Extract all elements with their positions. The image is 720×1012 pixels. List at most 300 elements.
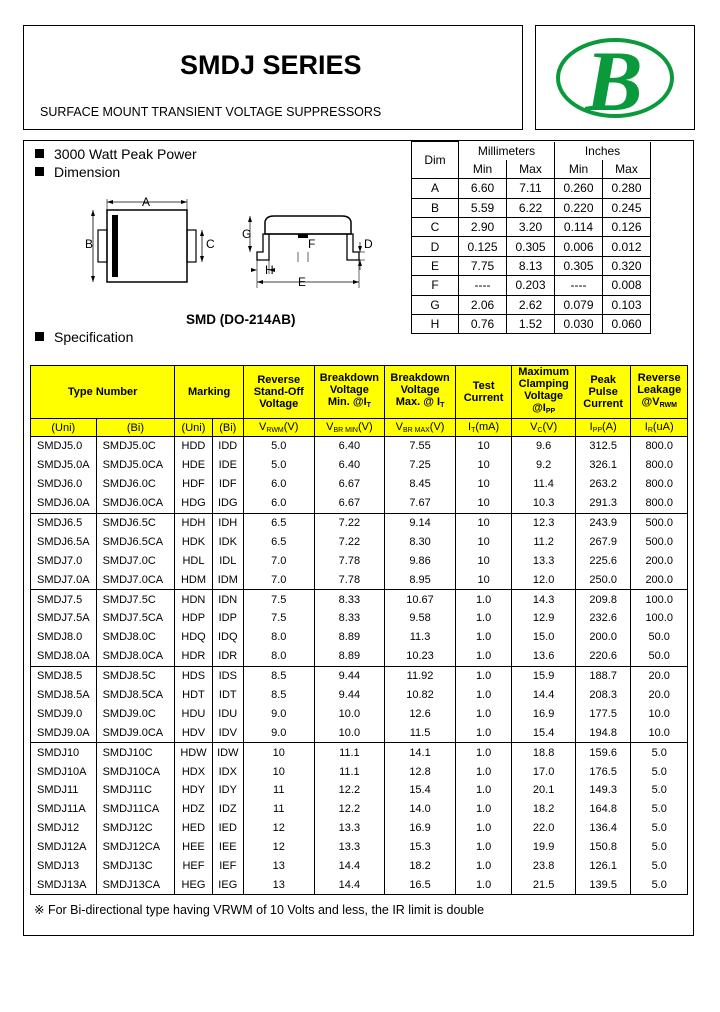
- spec-cell: SMDJ10A: [31, 762, 97, 781]
- spec-cell: 267.9: [575, 532, 631, 551]
- spec-cell: IDZ: [212, 800, 243, 819]
- spec-cell: 1.0: [455, 838, 512, 857]
- spec-cell: 13.3: [512, 551, 576, 570]
- spec-cell: 800.0: [631, 456, 688, 475]
- spec-cell: HDD: [175, 437, 212, 456]
- standoff-header: Reverse Stand-Off Voltage: [243, 366, 314, 419]
- spec-cell: 10: [243, 762, 314, 781]
- spec-cell: HDT: [175, 686, 212, 705]
- spec-cell: HED: [175, 819, 212, 838]
- page-subtitle: SURFACE MOUNT TRANSIENT VOLTAGE SUPPRESSORS: [40, 105, 382, 119]
- spec-cell: HDS: [175, 666, 212, 685]
- dim-letter-cell: A: [412, 179, 459, 198]
- spec-cell: 5.0: [631, 800, 688, 819]
- spec-cell: 188.7: [575, 666, 631, 685]
- dim-value-cell: 2.90: [459, 218, 507, 237]
- spec-cell: 12: [243, 838, 314, 857]
- footnote: ※ For Bi-directional type having VRWM of 10 Volts and less, the IR limit is double: [34, 903, 485, 917]
- spec-cell: HDN: [175, 590, 212, 609]
- spec-cell: HDQ: [175, 628, 212, 647]
- spec-cell: 100.0: [631, 590, 688, 609]
- dim-value-cell: 0.245: [603, 198, 651, 217]
- dim-row: [412, 237, 651, 256]
- spec-row: [31, 781, 688, 800]
- spec-cell: 15.0: [512, 628, 576, 647]
- spec-cell: 14.4: [512, 686, 576, 705]
- spec-cell: 10: [455, 475, 512, 494]
- spec-cell: 15.9: [512, 666, 576, 685]
- spec-cell: HDE: [175, 456, 212, 475]
- ir-subheader: $I_R(uA)$: [631, 419, 688, 437]
- spec-cell: 10.0: [631, 723, 688, 742]
- logo-box: [535, 25, 695, 130]
- spec-cell: SMDJ8.0CA: [96, 647, 175, 666]
- dim-label-f: F: [308, 237, 316, 251]
- dim-label-h: H: [265, 263, 274, 277]
- package-drawing: [80, 190, 380, 300]
- spec-cell: 10: [455, 532, 512, 551]
- dim-value-cell: 0.305: [507, 237, 555, 256]
- dim-value-cell: 7.11: [507, 179, 555, 198]
- spec-cell: SMDJ8.5C: [96, 666, 175, 685]
- spec-row: [31, 513, 688, 532]
- dim-row: [412, 276, 651, 295]
- spec-cell: 8.5: [243, 666, 314, 685]
- breakdown-max-header: Breakdown Voltage Max. @ $I_T$: [385, 366, 456, 419]
- spec-cell: 1.0: [455, 704, 512, 723]
- spec-cell: IDU: [212, 704, 243, 723]
- spec-cell: 100.0: [631, 609, 688, 628]
- spec-cell: SMDJ12: [31, 819, 97, 838]
- spec-row: [31, 875, 688, 894]
- spec-cell: HEE: [175, 838, 212, 857]
- brand-logo: [536, 26, 693, 128]
- dim-value-cell: 0.203: [507, 276, 555, 295]
- spec-cell: 200.0: [631, 551, 688, 570]
- dim-min-header: Min: [555, 160, 603, 179]
- spec-cell: SMDJ7.5CA: [96, 609, 175, 628]
- spec-cell: 1.0: [455, 762, 512, 781]
- test-current-header: Test Current: [455, 366, 512, 419]
- bullet-square-icon: [35, 332, 44, 341]
- spec-row: [31, 666, 688, 685]
- spec-cell: 7.0: [243, 570, 314, 589]
- spec-cell: IDY: [212, 781, 243, 800]
- spec-cell: IDG: [212, 494, 243, 513]
- spec-cell: 12.9: [512, 609, 576, 628]
- dim-max-header: Max: [507, 160, 555, 179]
- spec-cell: 20.0: [631, 686, 688, 705]
- dim-value-cell: 0.220: [555, 198, 603, 217]
- spec-row: [31, 857, 688, 876]
- spec-row: [31, 647, 688, 666]
- spec-row: [31, 609, 688, 628]
- spec-cell: 1.0: [455, 875, 512, 894]
- dim-letter-cell: E: [412, 256, 459, 275]
- leakage-header: Reverse Leakage $@V_{RWM}$: [631, 366, 688, 419]
- spec-cell: SMDJ6.0C: [96, 475, 175, 494]
- spec-cell: IDP: [212, 609, 243, 628]
- spec-cell: HDW: [175, 743, 212, 762]
- spec-cell: 159.6: [575, 743, 631, 762]
- bullet-dimension-label: Dimension: [54, 164, 121, 180]
- dim-row: [412, 198, 651, 217]
- spec-cell: SMDJ7.0CA: [96, 570, 175, 589]
- dim-value-cell: 2.06: [459, 295, 507, 314]
- spec-cell: 16.9: [512, 704, 576, 723]
- spec-cell: 10.0: [631, 704, 688, 723]
- spec-cell: SMDJ13: [31, 857, 97, 876]
- spec-cell: IDL: [212, 551, 243, 570]
- spec-cell: 11: [243, 800, 314, 819]
- vc-subheader: $V_C(V)$: [512, 419, 576, 437]
- spec-cell: 9.86: [385, 551, 456, 570]
- spec-cell: SMDJ11: [31, 781, 97, 800]
- spec-cell: SMDJ6.0CA: [96, 494, 175, 513]
- dim-label-d: D: [364, 237, 373, 251]
- series-title: SMDJ SERIES: [180, 50, 362, 80]
- spec-cell: 800.0: [631, 494, 688, 513]
- spec-cell: 18.8: [512, 743, 576, 762]
- spec-cell: HDP: [175, 609, 212, 628]
- spec-cell: HEF: [175, 857, 212, 876]
- spec-cell: SMDJ6.5C: [96, 513, 175, 532]
- peak-current-header: Peak Pulse Current: [575, 366, 631, 419]
- dim-value-cell: 1.52: [507, 315, 555, 334]
- dim-letter-cell: D: [412, 237, 459, 256]
- bullet-power: [35, 146, 197, 162]
- spec-cell: 326.1: [575, 456, 631, 475]
- spec-cell: 139.5: [575, 875, 631, 894]
- spec-cell: 126.1: [575, 857, 631, 876]
- spec-cell: 8.0: [243, 628, 314, 647]
- dim-label-b: B: [85, 237, 94, 251]
- spec-cell: SMDJ7.0: [31, 551, 97, 570]
- spec-cell: HDV: [175, 723, 212, 742]
- spec-cell: 10: [455, 570, 512, 589]
- spec-cell: 12: [243, 819, 314, 838]
- spec-cell: 225.6: [575, 551, 631, 570]
- vrwm-subheader: $V_{RWM}(V)$: [243, 419, 314, 437]
- spec-cell: 7.55: [385, 437, 456, 456]
- spec-cell: 15.4: [385, 781, 456, 800]
- spec-cell: IDK: [212, 532, 243, 551]
- spec-cell: 18.2: [512, 800, 576, 819]
- spec-cell: 8.89: [314, 628, 385, 647]
- spec-cell: SMDJ7.5: [31, 590, 97, 609]
- dimension-table: [411, 141, 651, 334]
- bullet-power-label: 3000 Watt Peak Power: [54, 146, 197, 162]
- spec-cell: 8.5: [243, 686, 314, 705]
- spec-cell: 10: [455, 551, 512, 570]
- spec-cell: IEG: [212, 875, 243, 894]
- spec-cell: IDM: [212, 570, 243, 589]
- spec-row: [31, 437, 688, 456]
- spec-cell: 8.0: [243, 647, 314, 666]
- spec-cell: 23.8: [512, 857, 576, 876]
- vbrmin-subheader: $V_{BR MIN}(V)$: [314, 419, 385, 437]
- spec-cell: 11.92: [385, 666, 456, 685]
- spec-row: [31, 494, 688, 513]
- spec-cell: 194.8: [575, 723, 631, 742]
- spec-cell: SMDJ7.0C: [96, 551, 175, 570]
- spec-cell: 12.3: [512, 513, 576, 532]
- spec-cell: SMDJ5.0: [31, 437, 97, 456]
- spec-cell: 5.0: [631, 857, 688, 876]
- clamping-header: Maximum Clamping Voltage $@I_{PP}$: [512, 366, 576, 419]
- mm-header-cell: Millimeters: [459, 142, 555, 160]
- spec-cell: IDE: [212, 456, 243, 475]
- spec-cell: 13.3: [314, 819, 385, 838]
- spec-cell: SMDJ8.0: [31, 628, 97, 647]
- package-label: SMD (DO-214AB): [186, 312, 296, 327]
- dim-value-cell: 3.20: [507, 218, 555, 237]
- spec-cell: 263.2: [575, 475, 631, 494]
- spec-cell: 6.0: [243, 475, 314, 494]
- spec-cell: HEG: [175, 875, 212, 894]
- spec-cell: 22.0: [512, 819, 576, 838]
- spec-row: [31, 628, 688, 647]
- spec-cell: 6.0: [243, 494, 314, 513]
- spec-cell: 6.5: [243, 532, 314, 551]
- spec-cell: 7.0: [243, 551, 314, 570]
- spec-cell: SMDJ11CA: [96, 800, 175, 819]
- spec-cell: 11.1: [314, 743, 385, 762]
- spec-cell: 11.5: [385, 723, 456, 742]
- spec-cell: 7.5: [243, 609, 314, 628]
- it-subheader: $I_T(mA)$: [455, 419, 512, 437]
- bullet-dimension: [35, 164, 120, 180]
- dim-value-cell: 6.60: [459, 179, 507, 198]
- spec-cell: 20.1: [512, 781, 576, 800]
- dim-row: [412, 256, 651, 275]
- spec-cell: 14.4: [314, 857, 385, 876]
- spec-cell: HDZ: [175, 800, 212, 819]
- dim-row: [412, 218, 651, 237]
- spec-cell: 14.0: [385, 800, 456, 819]
- spec-cell: SMDJ10: [31, 743, 97, 762]
- dim-value-cell: 8.13: [507, 256, 555, 275]
- spec-cell: 11.2: [512, 532, 576, 551]
- spec-cell: HDL: [175, 551, 212, 570]
- spec-row: [31, 532, 688, 551]
- spec-cell: 5.0: [243, 456, 314, 475]
- spec-cell: 19.9: [512, 838, 576, 857]
- spec-cell: IDN: [212, 590, 243, 609]
- specification-table: [30, 365, 688, 895]
- dim-value-cell: 0.280: [603, 179, 651, 198]
- spec-cell: 5.0: [631, 781, 688, 800]
- dim-value-cell: 7.75: [459, 256, 507, 275]
- side-view-drawing: [242, 216, 373, 289]
- dim-value-cell: 0.008: [603, 276, 651, 295]
- spec-cell: HDM: [175, 570, 212, 589]
- spec-cell: HDF: [175, 475, 212, 494]
- dim-value-cell: 0.320: [603, 256, 651, 275]
- spec-cell: 9.58: [385, 609, 456, 628]
- spec-cell: SMDJ11A: [31, 800, 97, 819]
- spec-cell: 17.0: [512, 762, 576, 781]
- spec-cell: 14.1: [385, 743, 456, 762]
- spec-cell: 6.67: [314, 475, 385, 494]
- dim-value-cell: 0.079: [555, 295, 603, 314]
- spec-cell: 1.0: [455, 647, 512, 666]
- spec-cell: IED: [212, 819, 243, 838]
- spec-cell: 232.6: [575, 609, 631, 628]
- dim-letter-cell: F: [412, 276, 459, 295]
- spec-cell: 5.0: [631, 819, 688, 838]
- spec-cell: HDG: [175, 494, 212, 513]
- spec-cell: 10: [455, 494, 512, 513]
- spec-row: [31, 762, 688, 781]
- spec-cell: 8.89: [314, 647, 385, 666]
- spec-cell: IDW: [212, 743, 243, 762]
- ipp-subheader: $I_{PP}(A)$: [575, 419, 631, 437]
- spec-cell: 9.44: [314, 666, 385, 685]
- dim-value-cell: 0.006: [555, 237, 603, 256]
- spec-cell: 18.2: [385, 857, 456, 876]
- spec-cell: 1.0: [455, 609, 512, 628]
- spec-cell: SMDJ10CA: [96, 762, 175, 781]
- dim-value-cell: 0.76: [459, 315, 507, 334]
- spec-cell: SMDJ8.5CA: [96, 686, 175, 705]
- spec-cell: 10.0: [314, 704, 385, 723]
- spec-cell: 21.5: [512, 875, 576, 894]
- in-header-cell: Inches: [555, 142, 651, 160]
- spec-cell: 7.5: [243, 590, 314, 609]
- spec-cell: 800.0: [631, 437, 688, 456]
- dim-value-cell: 0.030: [555, 315, 603, 334]
- spec-cell: IDX: [212, 762, 243, 781]
- spec-row: [31, 704, 688, 723]
- spec-cell: IDS: [212, 666, 243, 685]
- spec-cell: SMDJ7.5C: [96, 590, 175, 609]
- spec-cell: 500.0: [631, 513, 688, 532]
- spec-cell: HDX: [175, 762, 212, 781]
- spec-cell: SMDJ6.5: [31, 513, 97, 532]
- spec-cell: SMDJ5.0A: [31, 456, 97, 475]
- bullet-square-icon: [35, 167, 44, 176]
- spec-cell: IDQ: [212, 628, 243, 647]
- spec-cell: 7.22: [314, 513, 385, 532]
- top-view-drawing: [85, 195, 215, 282]
- spec-cell: SMDJ8.5: [31, 666, 97, 685]
- spec-cell: 16.5: [385, 875, 456, 894]
- spec-cell: 8.33: [314, 590, 385, 609]
- spec-cell: 16.9: [385, 819, 456, 838]
- dim-letter-cell: H: [412, 315, 459, 334]
- spec-cell: SMDJ6.5A: [31, 532, 97, 551]
- dim-label-a: A: [142, 195, 151, 209]
- spec-cell: 5.0: [243, 437, 314, 456]
- spec-cell: 11.3: [385, 628, 456, 647]
- spec-row: [31, 551, 688, 570]
- spec-cell: 136.4: [575, 819, 631, 838]
- spec-cell: 200.0: [575, 628, 631, 647]
- spec-cell: SMDJ5.0CA: [96, 456, 175, 475]
- spec-cell: 291.3: [575, 494, 631, 513]
- dim-row: [412, 295, 651, 314]
- spec-cell: SMDJ6.0A: [31, 494, 97, 513]
- spec-cell: 9.14: [385, 513, 456, 532]
- spec-cell: 14.4: [314, 875, 385, 894]
- spec-cell: 6.40: [314, 456, 385, 475]
- breakdown-min-header: Breakdown Voltage Min. $@I_T$: [314, 366, 385, 419]
- spec-cell: 9.44: [314, 686, 385, 705]
- spec-row: [31, 800, 688, 819]
- spec-cell: HDY: [175, 781, 212, 800]
- dim-header-row: [412, 142, 651, 160]
- spec-row: [31, 723, 688, 742]
- dim-value-cell: 0.260: [555, 179, 603, 198]
- spec-cell: SMDJ7.0A: [31, 570, 97, 589]
- spec-cell: 9.0: [243, 723, 314, 742]
- spec-cell: 1.0: [455, 743, 512, 762]
- spec-cell: SMDJ9.0: [31, 704, 97, 723]
- spec-cell: 5.0: [631, 743, 688, 762]
- dim-value-cell: 2.62: [507, 295, 555, 314]
- spec-cell: 1.0: [455, 800, 512, 819]
- dim-min-header: Min: [459, 160, 507, 179]
- dim-label-g: G: [242, 227, 252, 241]
- spec-cell: SMDJ10C: [96, 743, 175, 762]
- spec-cell: 8.30: [385, 532, 456, 551]
- spec-cell: 10.67: [385, 590, 456, 609]
- spec-cell: 11.4: [512, 475, 576, 494]
- spec-cell: SMDJ12CA: [96, 838, 175, 857]
- spec-cell: 7.22: [314, 532, 385, 551]
- spec-cell: HDK: [175, 532, 212, 551]
- spec-row: [31, 570, 688, 589]
- spec-cell: IEE: [212, 838, 243, 857]
- dim-header-cell: Dim: [412, 142, 459, 179]
- spec-cell: 177.5: [575, 704, 631, 723]
- dim-row: [412, 179, 651, 198]
- spec-cell: 14.3: [512, 590, 576, 609]
- dim-value-cell: 0.125: [459, 237, 507, 256]
- spec-cell: 10: [243, 743, 314, 762]
- spec-cell: 1.0: [455, 857, 512, 876]
- spec-cell: IEF: [212, 857, 243, 876]
- spec-cell: 6.67: [314, 494, 385, 513]
- spec-cell: 7.67: [385, 494, 456, 513]
- spec-cell: 8.45: [385, 475, 456, 494]
- dim-value-cell: 0.126: [603, 218, 651, 237]
- dim-table-body: [412, 179, 651, 334]
- spec-cell: 13: [243, 857, 314, 876]
- spec-cell: 800.0: [631, 475, 688, 494]
- dim-letter-cell: C: [412, 218, 459, 237]
- vbrmax-subheader: $V_{BR MAX}(V)$: [385, 419, 456, 437]
- spec-cell: 250.0: [575, 570, 631, 589]
- marking-header: Marking: [175, 366, 244, 419]
- dim-value-cell: 0.012: [603, 237, 651, 256]
- spec-cell: 500.0: [631, 532, 688, 551]
- spec-cell: 15.4: [512, 723, 576, 742]
- spec-cell: 1.0: [455, 666, 512, 685]
- spec-row: [31, 819, 688, 838]
- spec-cell: SMDJ5.0C: [96, 437, 175, 456]
- dim-value-cell: 0.103: [603, 295, 651, 314]
- dim-letter-cell: G: [412, 295, 459, 314]
- spec-cell: HDR: [175, 647, 212, 666]
- dim-value-cell: ----: [459, 276, 507, 295]
- spec-cell: 13.6: [512, 647, 576, 666]
- spec-cell: IDF: [212, 475, 243, 494]
- spec-cell: 8.95: [385, 570, 456, 589]
- spec-cell: IDD: [212, 437, 243, 456]
- spec-table-body: [31, 437, 688, 895]
